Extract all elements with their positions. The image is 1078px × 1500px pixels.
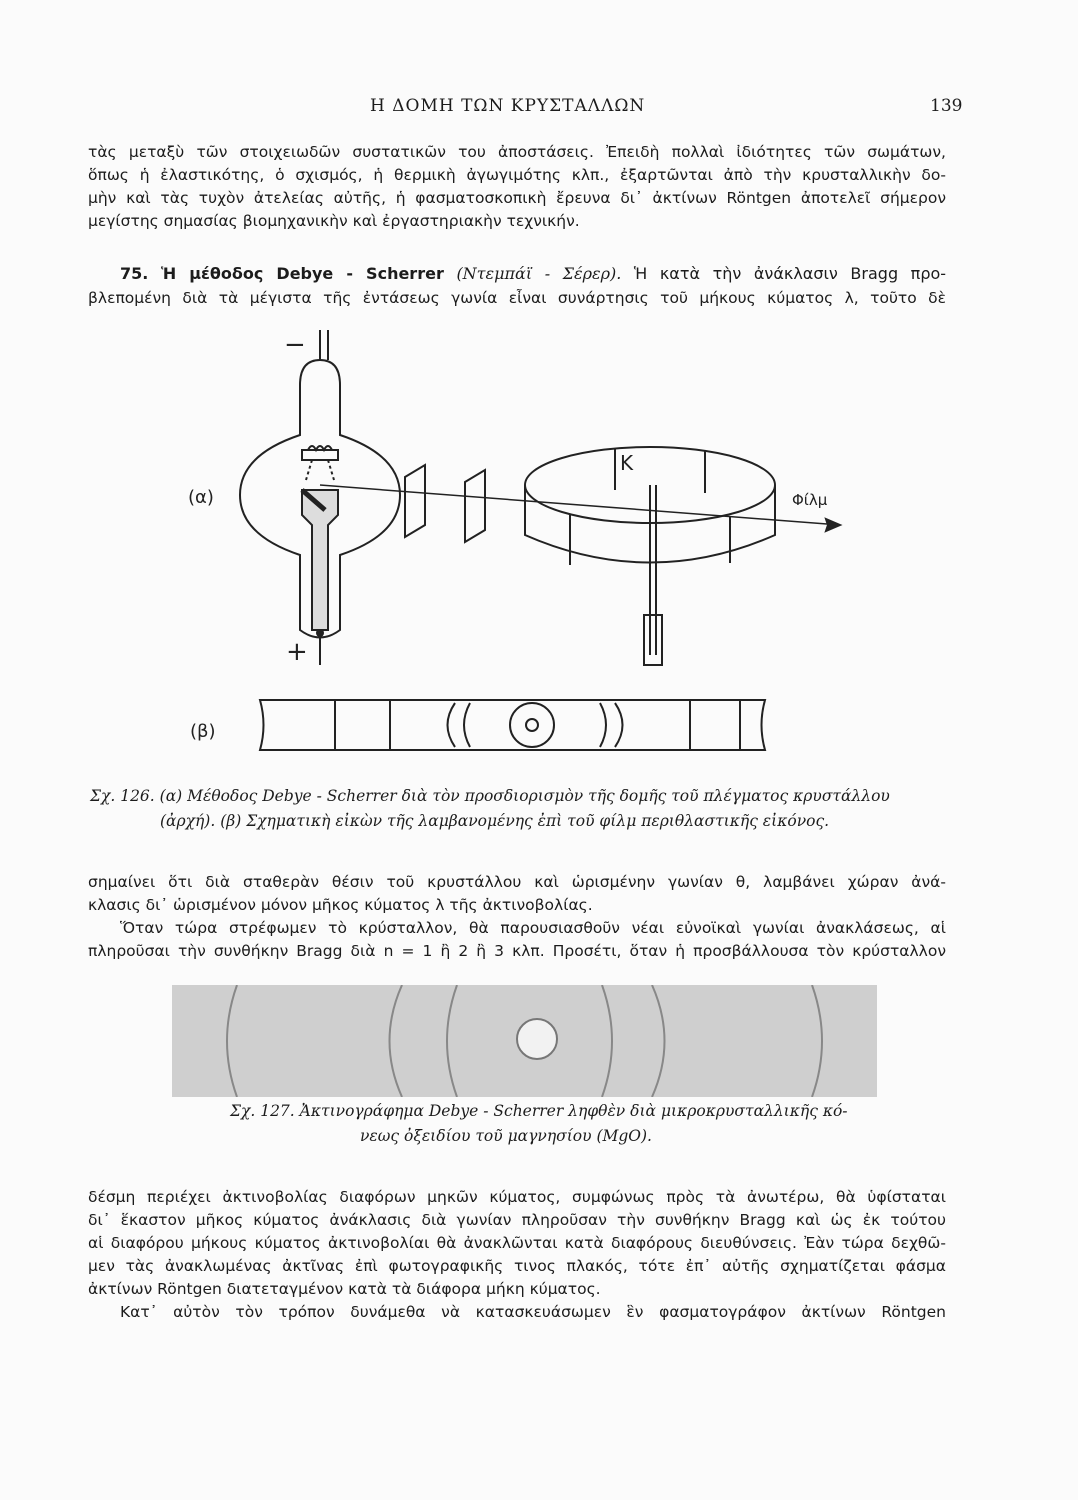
text-line: σημαίνει ὅτι διὰ σταθερὰν θέσιν τοῦ κρυστάλλου καὶ ὡρισμένην γωνίαν θ, λαμβάνει χώραν ἀνά- bbox=[88, 873, 946, 891]
section-transliteration: (Ντεμπάϊ - Σέρερ). bbox=[456, 264, 622, 283]
figure-126-caption-line2: (ἀρχή). (β) Σχηματικὴ εἰκὼν τῆς λαμβανομένης ἐπὶ τοῦ φίλμ περιθλαστικῆς εἰκόνος. bbox=[160, 812, 830, 830]
figure-127-caption-line1: Σχ. 127. Ἀκτινογράφημα Debye - Scherrer ληφθὲν διὰ μικροκρυσταλλικῆς κό- bbox=[230, 1102, 848, 1120]
text-line: Κατ᾽ αὐτὸν τὸν τρόπον δυνάμεθα νὰ κατασκευάσωμεν ἓν φασματογράφον ἀκτίνων Röntgen bbox=[120, 1303, 946, 1321]
slit-2 bbox=[465, 470, 485, 542]
beam-arrow-icon bbox=[826, 519, 840, 531]
text-line: μεγίστης σημασίας βιομηχανικὴν καὶ ἐργαστηριακὴν τεχνικήν. bbox=[88, 212, 580, 230]
film-label: Φίλμ bbox=[792, 491, 828, 509]
debye-scherrer-photograph bbox=[172, 985, 877, 1097]
section-number: 75. bbox=[120, 264, 149, 283]
text-line: Ἡ κατὰ τὴν ἀνάκλασιν Bragg προ- bbox=[633, 264, 947, 283]
text-line: δέσμη περιέχει ἀκτινοβολίας διαφόρων μηκῶν κύματος, συμφώνως πρὸς τὰ ἀνωτέρω, θὰ ὑφίσταται bbox=[88, 1188, 946, 1206]
text-line: αἱ διαφόρου μήκους κύματος ἀκτινοβολίαι θὰ ἀνακλῶνται κατὰ διαφόρους διευθύνσεις. Ἐὰν τώρα δεχθῶ- bbox=[88, 1234, 946, 1252]
section-title: Ἡ μέθοδος Debye - Scherrer bbox=[160, 264, 444, 283]
crystal-label: K bbox=[620, 451, 634, 475]
label-a: (α) bbox=[188, 487, 214, 508]
film-strip-schematic bbox=[260, 700, 765, 750]
text-line: ἀκτίνων Röntgen διατεταγμένον κατὰ τὰ διάφορα μήκη κύματος. bbox=[88, 1280, 601, 1298]
figure-127-caption-line2: νεως ὀξειδίου τοῦ μαγνησίου (MgO). bbox=[360, 1127, 652, 1145]
xray-tube bbox=[240, 330, 400, 665]
text-line: πληροῦσαι τὴν συνθήκην Bragg διὰ n = 1 ἢ 2 ἢ 3 κλπ. Προσέτι, ὅταν ἡ προσβάλλουσα τὸν κρύσταλλον bbox=[88, 942, 946, 960]
slit-1 bbox=[405, 465, 425, 537]
text-line: δι᾽ ἕκαστον μῆκος κύματος ἀνάκλασις διὰ γωνίαν πληροῦσαν τὴν συνθήκην Bragg καὶ ὡς ἐκ τούτου bbox=[88, 1211, 946, 1229]
text-line: κλασις δι᾽ ὡρισμένον μόνον μῆκος κύματος λ τῆς ἀκτινοβολίας. bbox=[88, 896, 593, 914]
text-line: ὅπως ἡ ἐλαστικότης, ὁ σχισμός, ἡ θερμικὴ ἀγωγιμότης κλπ., ἐξαρτῶνται ἀπὸ τὴν κρυσταλλικὴν δο- bbox=[88, 166, 946, 184]
figure-126-caption-line1: Σχ. 126. (α) Μέθοδος Debye - Scherrer διὰ τὸν προσδιορισμὸν τῆς δομῆς τοῦ πλέγματος κρυστάλλου bbox=[90, 787, 890, 805]
text-line: Ὅταν τώρα στρέφωμεν τὸ κρύσταλλον, θὰ παρουσιασθοῦν νέαι εὐνοϊκαὶ γωνίαι ἀνακλάσεως, αἱ bbox=[120, 919, 946, 937]
section-heading-line bbox=[120, 264, 946, 284]
text-line: μὴν καὶ τὰς τυχὸν ἀτελείας αὐτῆς, ἡ φασματοσκοπικὴ ἔρευνα δι᾽ ἀκτίνων Röntgen ἀποτελεῖ σήμερον bbox=[88, 189, 946, 207]
text-line: βλεπομένη διὰ τὰ μέγιστα τῆς ἐντάσεως γωνία εἶναι συνάρτησις τοῦ μήκους κύματος λ, τοῦτο δὲ bbox=[88, 289, 946, 307]
anode-plus-label: + bbox=[286, 637, 308, 667]
debye-scherrer-apparatus-diagram bbox=[170, 325, 870, 770]
running-header: Η ΔΟΜΗ ΤΩΝ ΚΡΥΣΤΑΛΛΩΝ bbox=[370, 96, 646, 116]
text-line: μεν τὰς ἀνακλωμένας ἀκτῖνας ἐπὶ φωτογραφικῆς τινος πλακός, τότε ἐπ᾽ αὐτῆς σχηματίζεται φάσμα bbox=[88, 1257, 946, 1275]
text-line: τὰς μεταξὺ τῶν στοιχειωδῶν συστατικῶν του ἀποστάσεις. Ἐπειδὴ πολλαὶ ἰδιότητες τῶν σωμάτων, bbox=[88, 143, 946, 161]
label-b: (β) bbox=[190, 721, 216, 742]
film-cylinder bbox=[525, 447, 775, 665]
cathode-minus-label: − bbox=[284, 330, 306, 360]
page-number: 139 bbox=[930, 96, 963, 116]
